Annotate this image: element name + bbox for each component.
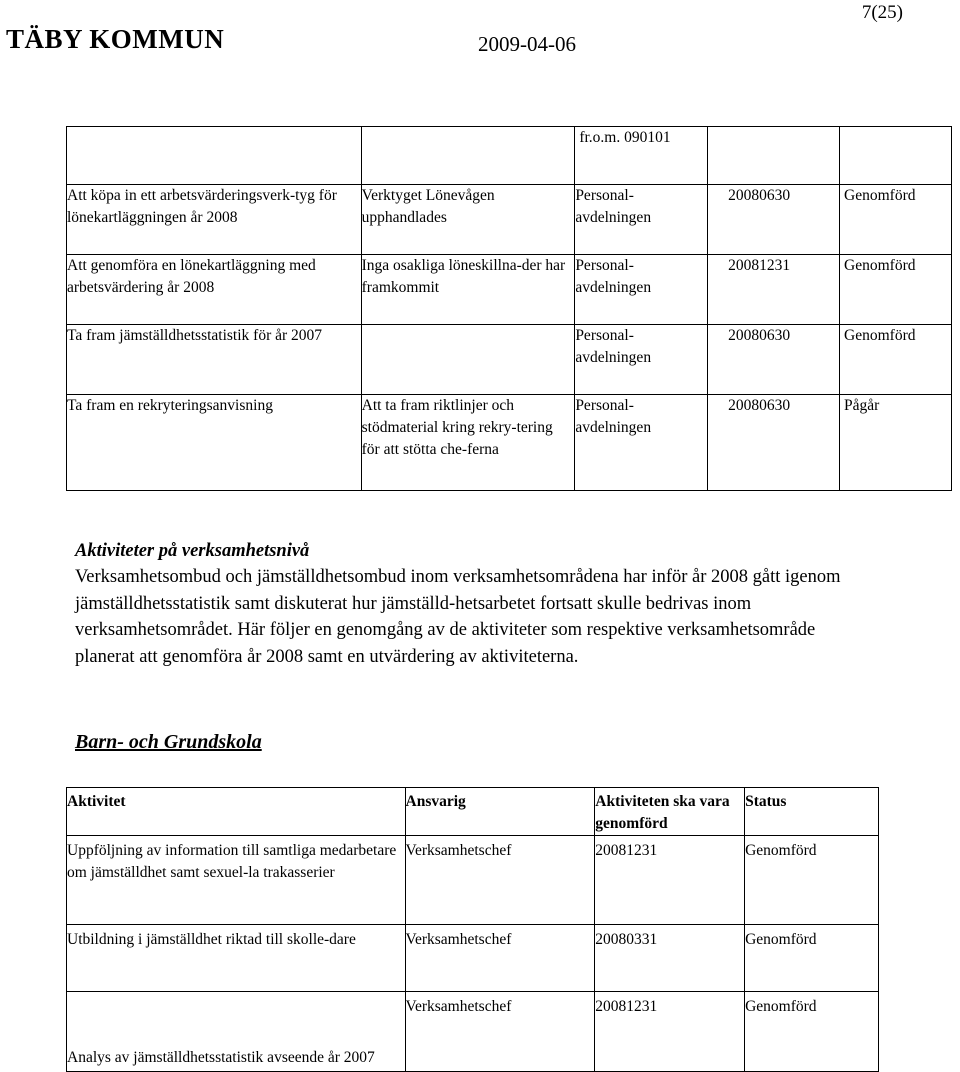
table-cell: Uppföljning av information till samtliga medarbetare om jämställdhet samt sexuel-la trakasserier	[67, 836, 406, 925]
table-cell: 20080331	[595, 925, 745, 992]
barn-grundskola-table	[66, 787, 879, 1072]
section-paragraph: Verksamhetsombud och jämställdhetsombud inom verksamhetsområdena har inför år 2008 gått igenom jämställdhetsstatistik samt diskuterat hur jämställd-hetsarbetet fortsatt skulle bedrivas inom verksamhetsområdet. Här följer en genomgång av de aktiviteter som respektive verksamhetsområde planerat att genomföra år 2008 samt en utvärdering av aktiviteterna.	[75, 567, 841, 667]
table-cell: fr.o.m. 090101	[575, 127, 708, 185]
table-cell: Genomförd	[840, 185, 952, 255]
section-title: Aktiviteter på verksamhetsnivå	[75, 541, 310, 561]
column-header: Ansvarig	[405, 788, 595, 836]
table-cell	[361, 127, 575, 185]
table-cell: Att köpa in ett arbetsvärderingsverk-tyg för lönekartläggningen år 2008	[67, 185, 362, 255]
table-cell	[840, 127, 952, 185]
table-cell: Genomförd	[745, 925, 879, 992]
table-cell	[708, 127, 840, 185]
table-cell: Personal-avdelningen	[575, 255, 708, 325]
column-header: Aktivitet	[67, 788, 406, 836]
page-number: 7(25)	[861, 2, 903, 23]
table-cell: Genomförd	[840, 255, 952, 325]
table-cell: Att genomföra en lönekartläggning med arbetsvärdering år 2008	[67, 255, 362, 325]
table-row	[67, 127, 952, 185]
column-header: Aktiviteten ska vara genomförd	[595, 788, 745, 836]
activities-table-continued	[66, 126, 952, 491]
subsection-title: Barn- och Grundskola	[75, 731, 262, 753]
organization-name: TÄBY KOMMUN	[6, 24, 225, 54]
table-cell: Personal-avdelningen	[575, 395, 708, 491]
table-row	[67, 836, 879, 925]
table-cell: Verksamhetschef	[405, 836, 595, 925]
table-row	[67, 925, 879, 992]
table-cell-text: Analys av jämställdhetsstatistik avseende år 2007	[67, 1049, 375, 1066]
table-cell: Personal-avdelningen	[575, 325, 708, 395]
table-cell: 20080630	[708, 325, 840, 395]
table-header-row	[67, 788, 879, 836]
table-row	[67, 185, 952, 255]
table-row	[67, 255, 952, 325]
table-cell: 20081231	[595, 992, 745, 1072]
table-cell: Ta fram en rekryteringsanvisning	[67, 395, 362, 491]
table-cell	[361, 325, 575, 395]
table-cell: Verktyget Lönevågen upphandlades	[361, 185, 575, 255]
table-row	[67, 395, 952, 491]
table-cell: Genomförd	[840, 325, 952, 395]
column-header: Status	[745, 788, 879, 836]
table-cell: Pågår	[840, 395, 952, 491]
table-cell: Genomförd	[745, 836, 879, 925]
table-cell: 20081231	[595, 836, 745, 925]
table-cell: 20080630	[708, 395, 840, 491]
table-cell: Utbildning i jämställdhet riktad till skolle-dare	[67, 925, 406, 992]
table-cell: Att ta fram riktlinjer och stödmaterial kring rekry-tering för att stötta che-ferna	[361, 395, 575, 491]
table-cell: Inga osakliga löneskillna-der har framkommit	[361, 255, 575, 325]
table-cell: Verksamhetschef	[405, 925, 595, 992]
table-cell: Personal-avdelningen	[575, 185, 708, 255]
table-cell: Genomförd	[745, 992, 879, 1072]
table-cell: Verksamhetschef	[405, 992, 595, 1072]
table-cell: 20081231	[708, 255, 840, 325]
document-date: 2009-04-06	[478, 32, 576, 56]
table-cell	[67, 127, 362, 185]
table-cell: 20080630	[708, 185, 840, 255]
table-row	[67, 325, 952, 395]
table-cell: Ta fram jämställdhetsstatistik för år 2007	[67, 325, 362, 395]
